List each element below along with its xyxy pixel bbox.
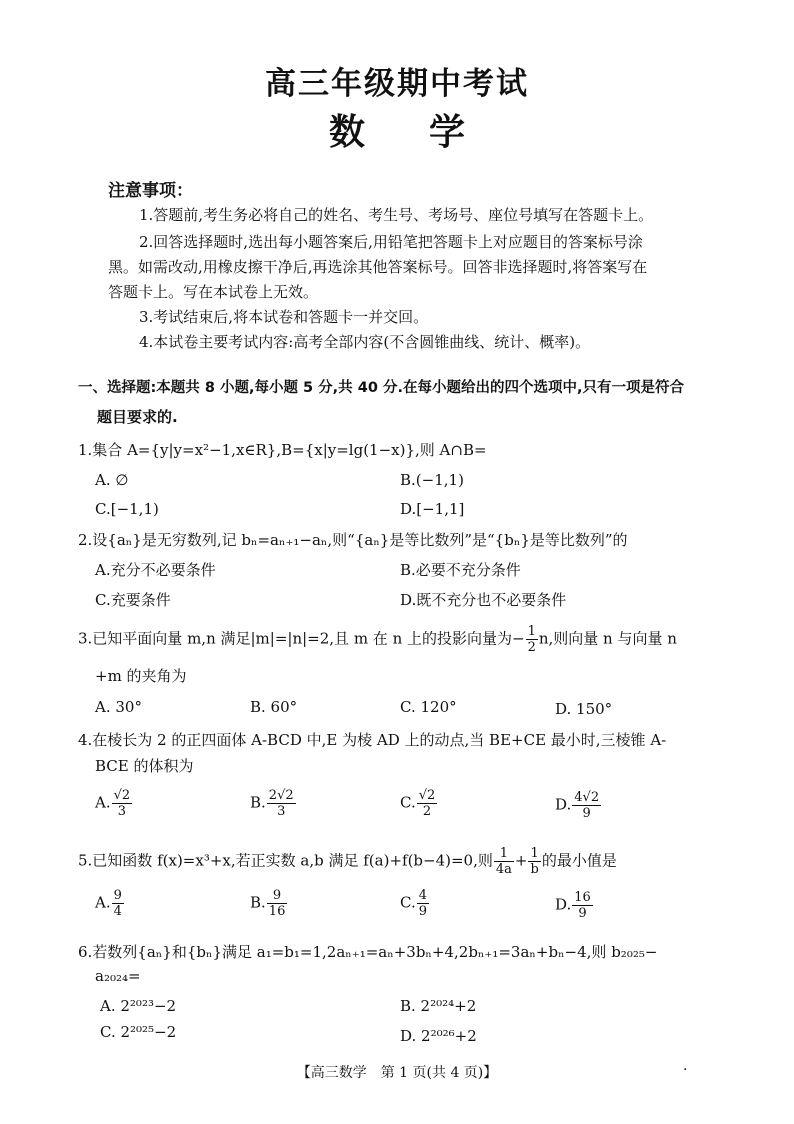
q4-c-label: C. <box>400 793 416 812</box>
q2-stem: 2.设{aₙ}是无穷数列,记 bₙ=aₙ₊₁−aₙ,则“{aₙ}是等比数列”是“{bₙ}是等比数列”的 <box>78 531 628 549</box>
q1-option-d: D.[−1,1] <box>400 500 465 518</box>
q3-stem <box>78 624 677 655</box>
exam-title: 高三年级期中考试 <box>265 66 529 102</box>
q5-option-a <box>95 888 125 919</box>
notice-item-2-end: 答题卡上。写在本试卷上无效。 <box>108 283 319 301</box>
q3-option-a: A. 30° <box>95 698 142 716</box>
q5-a-frac <box>112 888 124 919</box>
q4-stem-line1: 4.在棱长为 2 的正四面体 A-BCD 中,E 为棱 AD 上的动点,当 BE+CE 最小时,三棱锥 A- <box>78 731 667 749</box>
q5-a-den: 4 <box>113 904 122 919</box>
subject-char-1: 数 <box>328 112 365 153</box>
q4-a-label: A. <box>95 793 111 812</box>
q4-c-frac <box>417 788 438 819</box>
q6-option-c: C. 2²⁰²⁵−2 <box>100 1023 177 1041</box>
notice-item-1: 1.答题前,考生务必将自己的姓名、考生号、考场号、座位号填写在答题卡上。 <box>139 206 654 224</box>
notice-item-2-cont: 黑。如需改动,用橡皮擦干净后,再选涂其他答案标号。回答非选择题时,将答案写在 <box>108 258 648 276</box>
notice-item-4: 4.本试卷主要考试内容:高考全部内容(不含圆锥曲线、统计、概率)。 <box>139 333 591 351</box>
q3-option-b: B. 60° <box>250 698 298 716</box>
notice-heading: 注意事项： <box>108 181 193 201</box>
q6-option-a: A. 2²⁰²³−2 <box>100 997 177 1015</box>
section-heading-line1: 一、选择题:本题共 8 小题,每小题 5 分,共 40 分.在每小题给出的四个选项中,只有一项是符合 <box>78 380 684 396</box>
q2-option-d: D.既不充分也不必要条件 <box>400 591 567 609</box>
q4-d-label: D. <box>555 795 572 814</box>
q4-stem-line2: BCE 的体积为 <box>95 757 194 775</box>
q1-option-b: B.(−1,1) <box>400 471 464 489</box>
q3-fraction <box>526 624 538 655</box>
q3-frac-den: 2 <box>527 640 536 655</box>
q5-option-b <box>250 888 288 919</box>
subject-title <box>0 104 794 155</box>
q5-stem-a: 5.已知函数 f(x)=x³+x,若正实数 a,b 满足 f(a)+f(b−4)=0,则 <box>78 851 493 870</box>
q4-option-d <box>555 790 602 821</box>
q4-d-num: 4√2 <box>574 790 600 805</box>
q3-option-c: C. 120° <box>400 698 457 716</box>
q4-b-label: B. <box>250 793 266 812</box>
q4-a-den: 3 <box>117 804 127 819</box>
q5-frac-2 <box>528 846 540 877</box>
q2-option-b: B.必要不充分条件 <box>400 561 521 579</box>
q4-d-frac <box>572 790 601 821</box>
q4-option-a <box>95 788 133 819</box>
q1-option-c: C.[−1,1) <box>95 500 159 518</box>
q5-c-num: 4 <box>418 888 427 903</box>
notice-item-3: 3.考试结束后,将本试卷和答题卡一并交回。 <box>139 308 429 326</box>
q5-d-den: 9 <box>578 906 587 921</box>
q4-a-frac <box>112 788 133 819</box>
q5-a-num: 9 <box>113 888 122 903</box>
q5-frac-2-den: b <box>530 862 539 877</box>
q5-b-num: 9 <box>267 888 288 904</box>
q4-option-c <box>400 788 438 819</box>
q6-stem-line1: 6.若数列{aₙ}和{bₙ}满足 a₁=b₁=1,2aₙ₊₁=aₙ+3bₙ+4,2bₙ₊₁=3aₙ+bₙ−4,则 b₂₀₂₅− <box>78 943 658 961</box>
q5-b-den: 16 <box>268 904 286 919</box>
q1-option-a: A. ∅ <box>95 471 129 489</box>
q5-a-label: A. <box>95 893 111 912</box>
q5-frac-1 <box>494 846 514 877</box>
q4-c-den: 2 <box>422 804 432 819</box>
q5-option-d <box>555 890 594 921</box>
q4-b-frac <box>267 788 296 819</box>
q4-option-b <box>250 788 297 819</box>
q5-plus: + <box>514 851 528 870</box>
q4-b-den: 3 <box>277 804 286 819</box>
q4-c-num: √2 <box>418 788 436 803</box>
q5-c-den: 9 <box>418 904 427 919</box>
q3-frac-num: 1 <box>527 624 536 639</box>
q6-stem-line2: a₂₀₂₄= <box>95 967 141 985</box>
subject-char-2: 学 <box>429 112 466 153</box>
section-heading-line2: 题目要求的. <box>97 408 178 426</box>
q4-d-den: 9 <box>582 806 591 821</box>
q1-stem: 1.集合 A={y|y=x²−1,x∈R},B={x|y=lg(1−x)},则 A∩B= <box>78 441 487 459</box>
q5-d-label: D. <box>555 895 572 914</box>
q5-b-label: B. <box>250 893 266 912</box>
q3-stem-line2: +m 的夹角为 <box>95 667 187 685</box>
q5-c-label: C. <box>400 893 416 912</box>
page-footer: 【高三数学 第 1 页(共 4 页)】 <box>296 1065 498 1081</box>
q5-c-frac <box>417 888 429 919</box>
q5-option-c <box>400 888 430 919</box>
q5-d-num: 16 <box>574 890 591 905</box>
footer-mark: · <box>683 1062 688 1078</box>
q6-option-d: D. 2²⁰²⁶+2 <box>400 1027 477 1045</box>
q5-b-frac <box>267 888 288 919</box>
q5-frac-1-den: 4a <box>495 862 512 877</box>
q2-option-a: A.充分不必要条件 <box>95 561 216 579</box>
q5-frac-2-num: 1 <box>528 846 540 862</box>
q5-stem-b: 的最小值是 <box>541 851 617 870</box>
q3-stem-b: n,则向量 n 与向量 n <box>538 629 677 648</box>
q2-option-c: C.充要条件 <box>95 591 171 609</box>
notice-item-2: 2.回答选择题时,选出每小题答案后,用铅笔把答题卡上对应题目的答案标号涂 <box>139 233 643 251</box>
q5-stem <box>78 846 617 877</box>
q6-option-b: B. 2²⁰²⁴+2 <box>400 997 477 1015</box>
q3-option-d: D. 150° <box>555 700 613 718</box>
q4-b-num: 2√2 <box>268 788 294 803</box>
q3-stem-a: 3.已知平面向量 m,n 满足|m|=|n|=2,且 m 在 n 上的投影向量为− <box>78 629 525 648</box>
q4-a-num: √2 <box>113 788 131 803</box>
q5-frac-1-num: 1 <box>494 846 514 862</box>
q5-d-frac <box>572 890 593 921</box>
